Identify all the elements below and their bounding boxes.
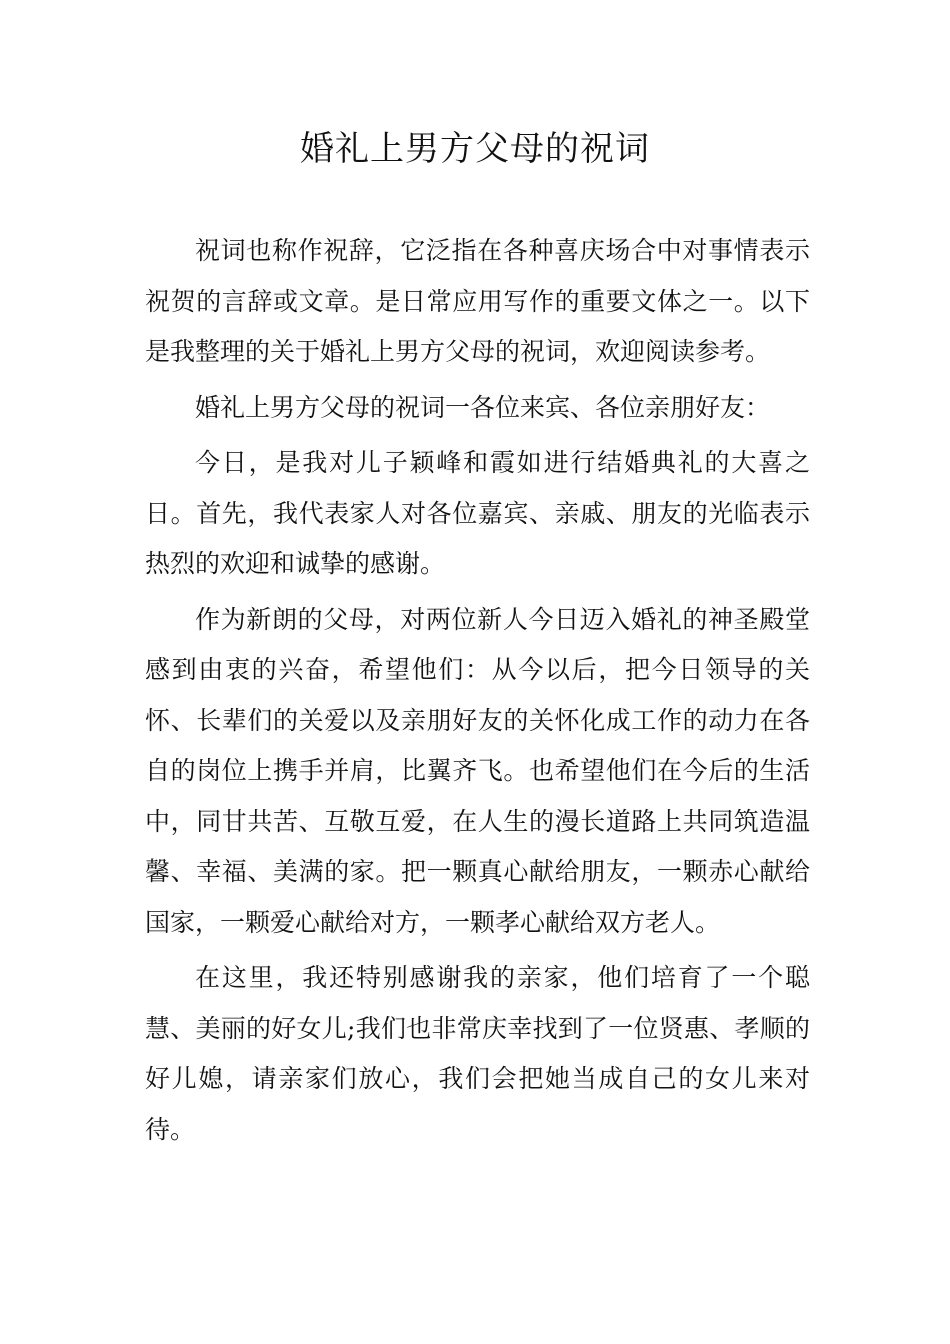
document-body xyxy=(145,226,810,1160)
paragraph-thanks: 在这里，我还特别感谢我的亲家，他们培育了一个聪慧、美丽的好女儿;我们也非常庆幸找到了一位贤惠、孝顺的好儿媳，请亲家们放心，我们会把她当成自己的女儿来对待。 xyxy=(145,963,810,1144)
paragraph-greeting: 婚礼上男方父母的祝词一各位来宾、各位亲朋好友： xyxy=(195,392,771,422)
paragraph-intro: 祝词也称作祝辞，它泛指在各种喜庆场合中对事情表示祝贺的言辞或文章。是日常应用写作的重要文体之一。以下是我整理的关于婚礼上男方父母的祝词，欢迎阅读参考。 xyxy=(145,236,810,366)
paragraph-wishes: 作为新朗的父母，对两位新人今日迈入婚礼的神圣殿堂感到由衷的兴奋，希望他们：从今以后，把今日领导的关怀、长辈们的关爱以及亲朋好友的关怀化成工作的动力在各自的岗位上携手并肩，比翼齐飞。也希望他们在今后的生活中，同甘共苦、互敬互爱，在人生的漫长道路上共同筑造温馨、幸福、美满的家。把一颗真心献给朋友，一颗赤心献给国家，一颗爱心献给对方，一颗孝心献给双方老人。 xyxy=(145,604,810,937)
paragraph-welcome: 今日，是我对儿子颖峰和霞如进行结婚典礼的大喜之日。首先，我代表家人对各位嘉宾、亲戚、朋友的光临表示热烈的欢迎和诚挚的感谢。 xyxy=(145,448,810,578)
document-title: 婚礼上男方父母的祝词 xyxy=(300,129,650,169)
